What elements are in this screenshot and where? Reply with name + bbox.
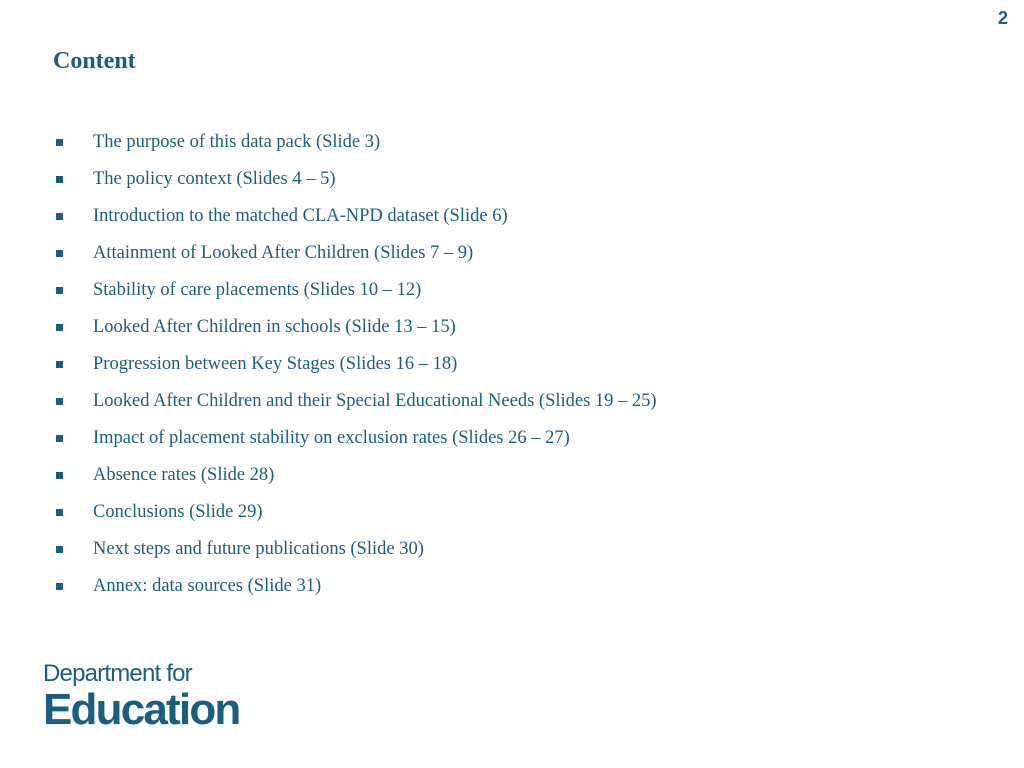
page-title: Content xyxy=(53,48,136,74)
logo-line-education: Education xyxy=(43,685,240,734)
square-bullet-icon xyxy=(56,287,63,294)
square-bullet-icon xyxy=(56,583,63,590)
list-item xyxy=(53,124,657,161)
list-item-text: Introduction to the matched CLA-NPD dataset (Slide 6) xyxy=(93,206,508,226)
list-item xyxy=(53,346,657,383)
list-item xyxy=(53,420,657,457)
square-bullet-icon xyxy=(56,398,63,405)
list-item-text: Absence rates (Slide 28) xyxy=(93,465,275,485)
page-number: 2 xyxy=(997,8,1008,28)
list-item xyxy=(53,161,657,198)
square-bullet-icon xyxy=(56,472,63,479)
list-item xyxy=(53,383,657,420)
square-bullet-icon xyxy=(56,250,63,257)
square-bullet-icon xyxy=(56,435,63,442)
list-item xyxy=(53,457,657,494)
list-item-text: Looked After Children and their Special Educational Needs (Slides 19 – 25) xyxy=(93,391,657,411)
list-item-text: Progression between Key Stages (Slides 16 – 18) xyxy=(93,354,458,374)
list-item xyxy=(53,531,657,568)
square-bullet-icon xyxy=(56,324,63,331)
list-item-text: Annex: data sources (Slide 31) xyxy=(93,576,322,596)
list-item-text: Conclusions (Slide 29) xyxy=(93,502,263,522)
list-item xyxy=(53,494,657,531)
list-item xyxy=(53,198,657,235)
list-item-text: Attainment of Looked After Children (Slides 7 – 9) xyxy=(93,243,474,263)
square-bullet-icon xyxy=(56,139,63,146)
list-item xyxy=(53,309,657,346)
list-item-text: Stability of care placements (Slides 10 – 12) xyxy=(93,280,422,300)
square-bullet-icon xyxy=(56,213,63,220)
list-item-text: Impact of placement stability on exclusion rates (Slides 26 – 27) xyxy=(93,428,570,448)
logo-line-department-for: Department for xyxy=(43,660,192,687)
list-item xyxy=(53,568,657,605)
list-item xyxy=(53,272,657,309)
list-item-text: The purpose of this data pack (Slide 3) xyxy=(93,132,381,152)
square-bullet-icon xyxy=(56,176,63,183)
list-item-text: The policy context (Slides 4 – 5) xyxy=(93,169,336,189)
square-bullet-icon xyxy=(56,509,63,516)
list-item-text: Next steps and future publications (Slide 30) xyxy=(93,539,424,559)
department-for-education-logo xyxy=(43,662,239,732)
list-item-text: Looked After Children in schools (Slide 13 – 15) xyxy=(93,317,456,337)
square-bullet-icon xyxy=(56,546,63,553)
square-bullet-icon xyxy=(56,361,63,368)
contents-list xyxy=(53,124,657,605)
list-item xyxy=(53,235,657,272)
